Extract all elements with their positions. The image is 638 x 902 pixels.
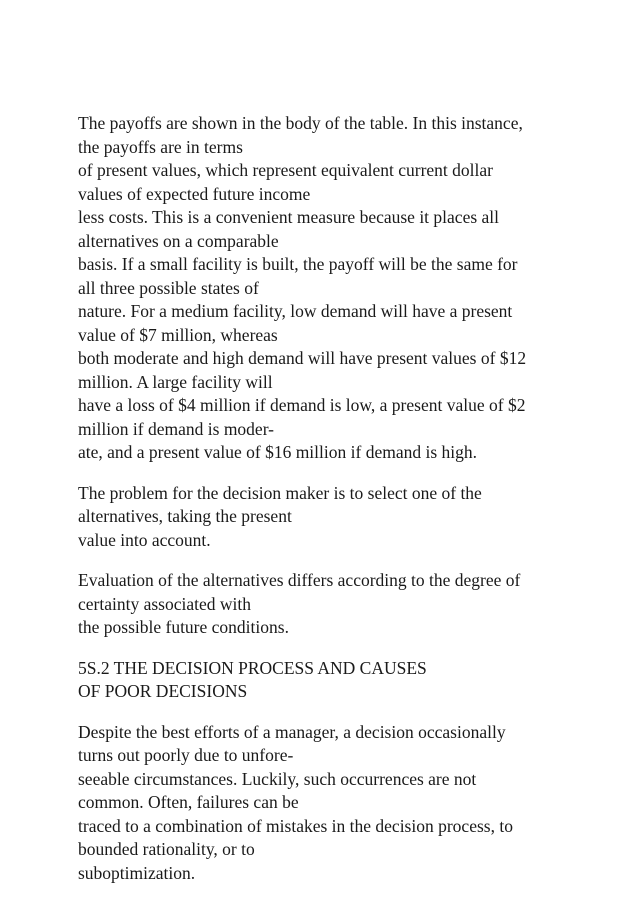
text-line: Evaluation of the alternatives differs according to the degree of [78, 570, 521, 590]
text-line: 5S.2 THE DECISION PROCESS AND CAUSES [78, 657, 427, 678]
text-line: the possible future conditions. [78, 617, 289, 637]
text-line: less costs. This is a convenient measure because it places all [78, 207, 500, 227]
document-body [78, 112, 618, 902]
text-line: alternatives on a comparable [78, 230, 279, 251]
text-line: the payoffs are in terms [78, 136, 243, 157]
text-line: OF POOR DECISIONS [78, 681, 248, 701]
text-line: million. A large facility will [78, 371, 273, 392]
paragraph [78, 569, 618, 640]
text-line: basis. If a small facility is built, the payoff will be the same for [78, 254, 518, 274]
text-line: certainty associated with [78, 593, 251, 614]
text-line: bounded rationality, or to [78, 839, 255, 859]
paragraph [78, 482, 618, 553]
text-line: suboptimization. [78, 862, 196, 883]
text-line: value into account. [78, 529, 211, 550]
text-line: seeable circumstances. Luckily, such occurrences are not [78, 768, 477, 789]
text-line: common. Often, failures can be [78, 792, 299, 812]
text-line: all three possible states of [78, 277, 259, 298]
text-line: Despite the best efforts of a manager, a decision occasionally [78, 721, 506, 742]
text-line: traced to a combination of mistakes in the decision process, to [78, 815, 513, 836]
text-line: The payoffs are shown in the body of the table. In this instance, [78, 113, 523, 133]
section-heading [78, 657, 618, 704]
text-line: values of expected future income [78, 183, 311, 204]
paragraph [78, 112, 618, 465]
text-line: The problem for the decision maker is to select one of the [78, 482, 482, 503]
text-line: turns out poorly due to unfore- [78, 745, 294, 765]
text-line: both moderate and high demand will have present values of $12 [78, 348, 527, 368]
text-line: nature. For a medium facility, low demand will have a present [78, 301, 513, 321]
text-line: alternatives, taking the present [78, 506, 292, 526]
text-line: value of $7 million, whereas [78, 324, 278, 345]
text-line: million if demand is moder- [78, 418, 275, 439]
text-line: of present values, which represent equivalent current dollar [78, 160, 493, 180]
text-line: have a loss of $4 million if demand is low, a present value of $2 [78, 395, 526, 415]
paragraph [78, 721, 618, 886]
text-line: ate, and a present value of $16 million if demand is high. [78, 442, 477, 462]
